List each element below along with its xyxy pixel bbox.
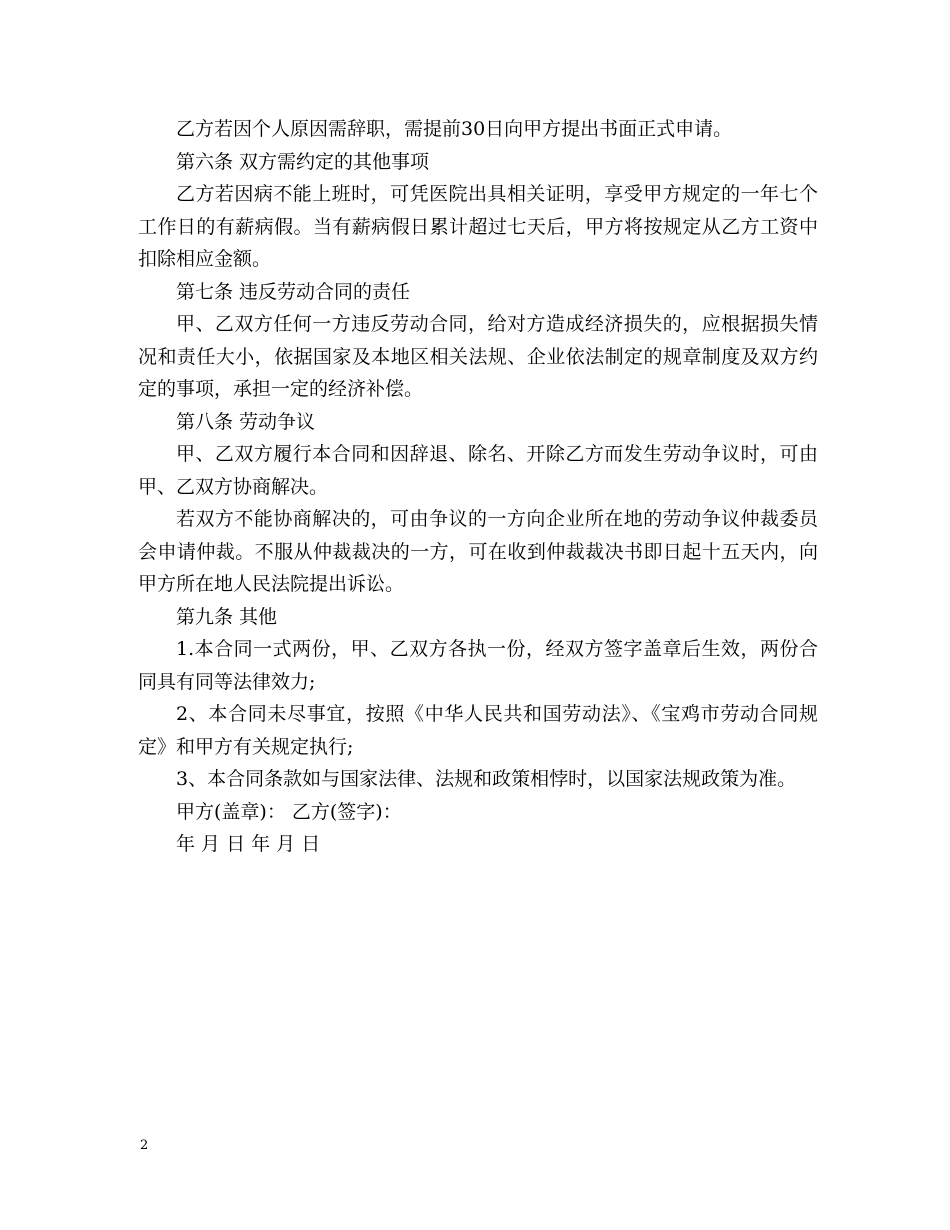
heading-article-9: 第九条 其他 <box>176 605 278 628</box>
heading-article-6: 第六条 双方需约定的其他事项 <box>176 150 430 173</box>
paragraph-dispute-negotiation: 甲、乙双方履行本合同和因辞退、除名、开除乙方而发生劳动争议时，可由甲、乙双方协商解决。 <box>138 443 818 498</box>
document-body <box>138 113 818 861</box>
paragraph-sick-leave: 乙方若因病不能上班时，可凭医院出具相关证明，享受甲方规定的一年七个工作日的有薪病假。当有薪病假日累计超过七天后，甲方将按规定从乙方工资中扣除相应金额。 <box>138 183 818 270</box>
clause-item-1: 1.本合同一式两份，甲、乙双方各执一份，经双方签字盖章后生效，两份合同具有同等法律效力; <box>138 638 818 693</box>
date-line: 年 月 日 年 月 日 <box>176 833 321 855</box>
clause-item-3: 3、本合同条款如与国家法律、法规和政策相悖时，以国家法规政策为准。 <box>176 768 797 790</box>
paragraph-resignation-notice: 乙方若因个人原因需辞职，需提前30日向甲方提出书面正式申请。 <box>176 118 733 140</box>
paragraph-breach-liability: 甲、乙双方任何一方违反劳动合同，给对方造成经济损失的，应根据损失情况和责任大小，依据国家及本地区相关法规、企业依法制定的规章制度及双方约定的事项，承担一定的经济补偿。 <box>138 313 818 400</box>
heading-article-7: 第七条 违反劳动合同的责任 <box>176 280 411 303</box>
page-number: 2 <box>140 1138 149 1153</box>
clause-item-2: 2、本合同未尽事宜，按照《中华人民共和国劳动法》、《宝鸡市劳动合同规定》和甲方有关规定执行; <box>138 703 818 758</box>
paragraph-dispute-arbitration: 若双方不能协商解决的，可由争议的一方向企业所在地的劳动争议仲裁委员会申请仲裁。不服从仲裁裁决的一方，可在收到仲裁裁决书即日起十五天内，向甲方所在地人民法院提出诉讼。 <box>138 508 818 595</box>
signature-line: 甲方(盖章)： 乙方(签字)： <box>176 800 402 823</box>
heading-article-8: 第八条 劳动争议 <box>176 410 316 433</box>
